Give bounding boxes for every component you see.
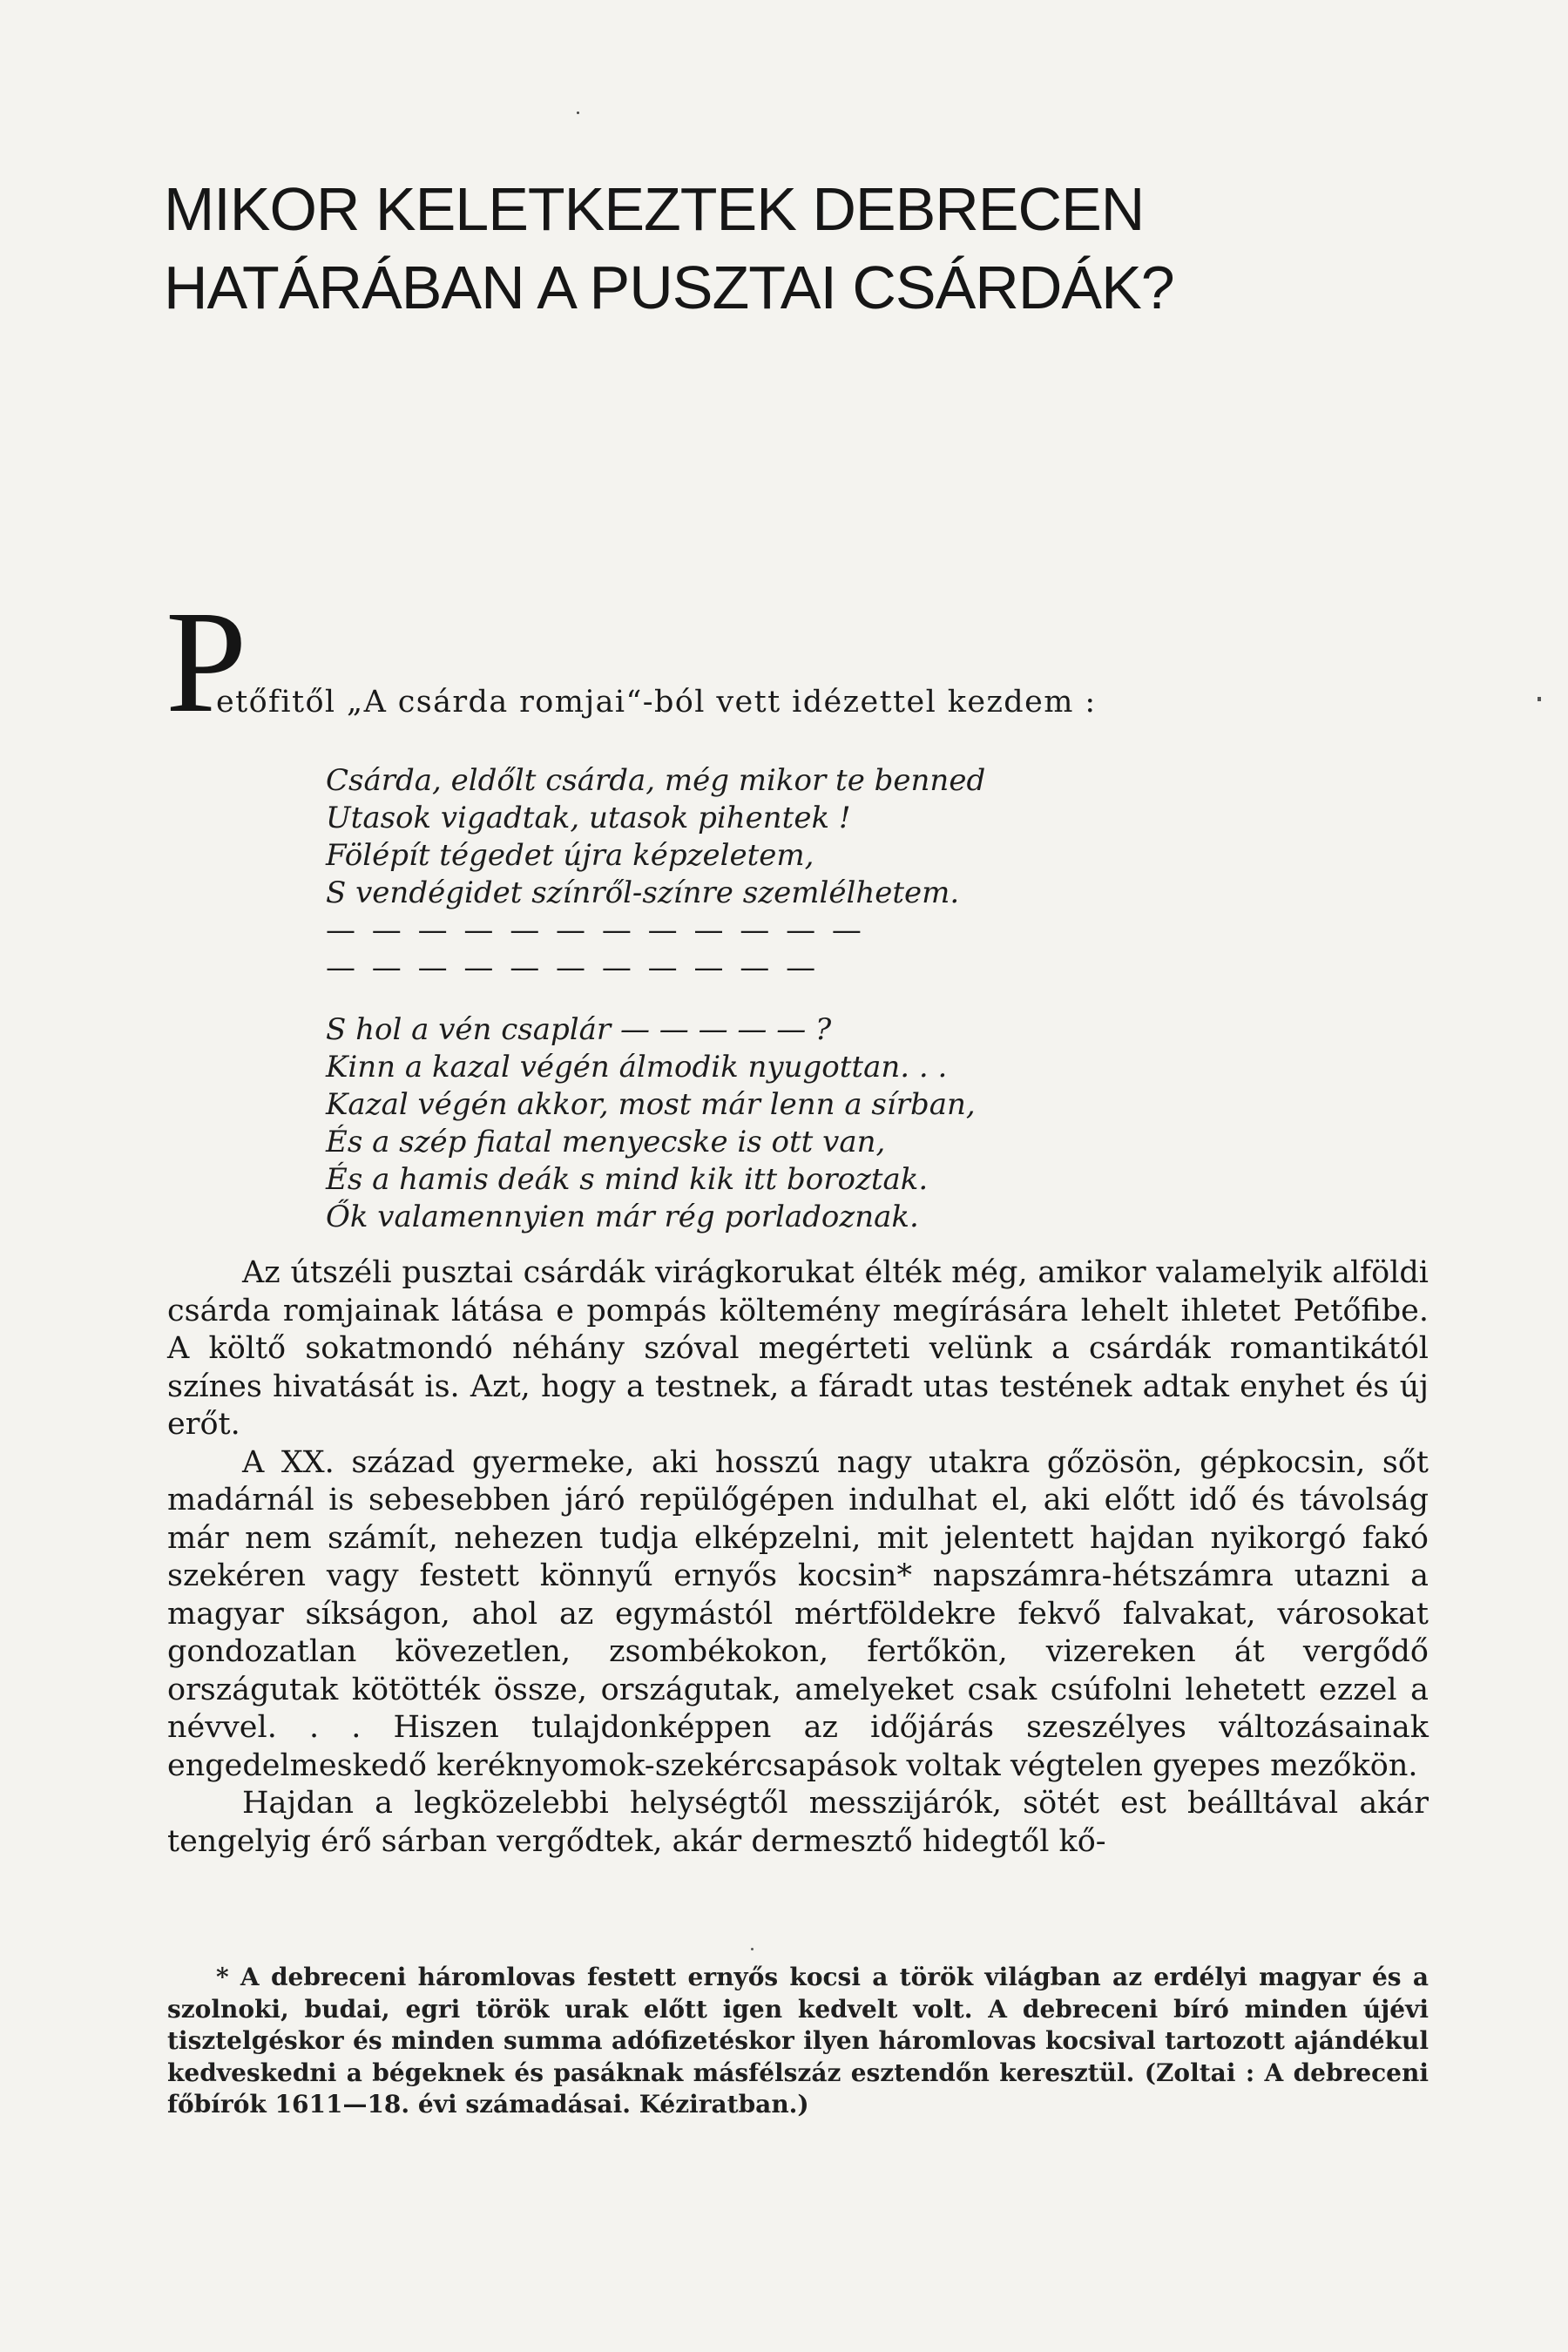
intro-text: etőfitől „A csárda romjai“-ból vett idézettel kezdem : — [216, 685, 1097, 720]
footnote-text: * A debreceni háromlovas festett ernyős kocsi a török világban az erdélyi magyar és a szolnoki, budai, egri török urak előtt igen kedvelt volt. A debreceni bíró minden újévi tisztelgéskor és minden summa adófizetéskor ilyen háromlovas kocsival tartozott ajándékul kedveskedni a bégeknek és pasáknak másfélszáz esztendőn keresztül. (Zoltai : A debreceni főbírók 1611—18. évi számadásai. Kéziratban.) — [167, 1963, 1429, 2119]
poem-omission-line: — — — — — — — — — — — — [326, 950, 820, 985]
poem-line: Csárda, eldőlt csárda, még mikor te benned — [326, 763, 986, 798]
poem-line: S hol a vén csaplár — — — — — ? — [326, 1012, 832, 1047]
poem-line: És a szép fiatal menyecske is ott van, — [326, 1125, 886, 1159]
poem-line: Ők valamennyien már rég porladoznak. — [326, 1200, 919, 1234]
poem-line: Fölépít tégedet újra képzeletem, — [326, 838, 814, 873]
paragraph: Hajdan a legközelebbi helységtől messzijárók, sötét est beálltával akár tengelyig érő sárban vergődtek, akár dermesztő hidegtől kő- — [167, 1786, 1429, 1859]
poem-quote — [326, 762, 1371, 1236]
poem-omission-line: — — — — — — — — — — — — — [326, 913, 865, 948]
poem-line: És a hamis deák s mind kik itt boroztak. — [326, 1162, 929, 1197]
poem-line: Utasok vigadtak, utasok pihentek ! — [326, 801, 851, 835]
body-text — [167, 1254, 1429, 1861]
poem-line: Kazal végén akkor, most már lenn a sírban, — [326, 1087, 976, 1122]
footnote — [167, 1962, 1429, 2121]
poem-line: Kinn a kazal végén álmodik nyugottan. . . — [326, 1050, 948, 1085]
poem-line: S vendégidet színről-színre szemlélhetem. — [326, 875, 960, 910]
print-mark — [751, 1948, 754, 1950]
print-mark — [1538, 697, 1541, 701]
paragraph: Az útszéli pusztai csárdák virágkorukat élték még, amikor valamelyik alföldi csárda romjainak látása e pompás költemény megírására lehelt ihletet Petőfibe. A költő sokatmondó néhány szóval megérteti velünk a csárdák romantikától színes hivatását is. Azt, hogy a testnek, a fáradt utas testének adtak enyhet és új erőt. — [167, 1255, 1429, 1442]
drop-cap: P — [166, 581, 247, 743]
stanza-gap — [326, 987, 1371, 1011]
title-line-2: HATÁRÁBAN A PUSZTAI CSÁRDÁK? — [164, 253, 1174, 321]
intro-line — [166, 581, 1385, 743]
print-mark — [577, 112, 579, 114]
page-title — [164, 170, 1383, 327]
paragraph: A XX. század gyermeke, aki hosszú nagy utakra gőzösön, gépkocsin, sőt madárnál is sebesebben járó repülőgépen indulhat el, aki előtt idő és távolság már nem számít, nehezen tudja elképzelni, mit jelentett hajdan nyikorgó fakó szekéren vagy festett könnyű ernyős kocsin* napszámra-hétszámra utazni a magyar síkságon, ahol az egymástól mértföldekre fekvő falvakat, városokat gondozatlan kövezetlen, zsombékokon, fertőkön, vizereken át vergődő országutak kötötték össze, országutak, amelyeket csak csúfolni lehetett ezzel a névvel. . . Hiszen tulajdonképpen az időjárás szeszélyes változásainak engedelmeskedő keréknyomok-szekércsapások voltak végtelen gyepes mezőkön. — [167, 1444, 1429, 1783]
title-line-1: MIKOR KELETKEZTEK DEBRECEN — [164, 175, 1145, 243]
